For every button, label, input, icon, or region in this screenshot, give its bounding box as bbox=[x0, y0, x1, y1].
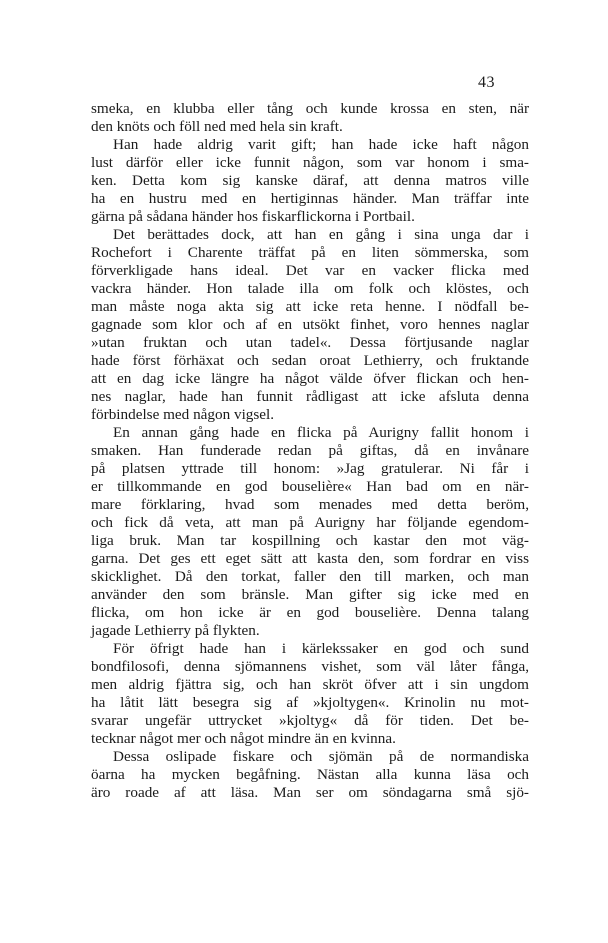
text-line: öarna ha mycken begåfning. Nästan alla kunna läsa och bbox=[91, 766, 529, 783]
text-line: gagnade som klor och af en utsökt finhet, voro hennes naglar bbox=[91, 316, 529, 333]
text-line: skicklighet. Då den torkat, faller den till marken, och man bbox=[91, 568, 529, 585]
text-line: Det berättades dock, att han en gång i sina unga dar i bbox=[113, 226, 529, 243]
text-line: Rochefort i Charente träffat på en liten sömmerska, som bbox=[91, 244, 529, 261]
text-line: svarar ungefär uttrycket »kjoltyg« då för tiden. Det be- bbox=[91, 712, 529, 729]
text-line: hade först förhäxat och sedan oroat Lethierry, och fruktande bbox=[91, 352, 529, 369]
text-line: att en dag icke längre ha något välde öfver flickan och hen- bbox=[91, 370, 529, 387]
text-line: äro roade af att läsa. Man ser om söndagarna små sjö- bbox=[91, 784, 529, 801]
text-line: vackra händer. Hon talade illa om folk och klöstes, och bbox=[91, 280, 529, 297]
text-line: jagade Lethierry på flykten. bbox=[91, 622, 260, 639]
page-number: 43 bbox=[478, 74, 495, 91]
text-line: ha låtit lätt besegra sig af »kjoltygen«. Krinolin nu mot- bbox=[91, 694, 529, 711]
text-line: För öfrigt hade han i kärlekssaker en god och sund bbox=[113, 640, 529, 657]
text-line: lust därför eller icke funnit någon, som var honom i sma- bbox=[91, 154, 529, 171]
text-line: ha en hustru med en hertiginnas händer. Man träffar inte bbox=[91, 190, 529, 207]
text-line: garna. Det ges ett eget sätt att kasta den, som fordrar en viss bbox=[91, 550, 529, 567]
body-text bbox=[91, 100, 529, 802]
text-line: ken. Detta kom sig kanske däraf, att denna matros ville bbox=[91, 172, 529, 189]
text-line: smaken. Han funderade redan på giftas, då en invånare bbox=[91, 442, 529, 459]
text-line: liga bruk. Man tar kospillning och kastar den mot väg- bbox=[91, 532, 529, 549]
text-line: Dessa oslipade fiskare och sjömän på de normandiska bbox=[113, 748, 529, 765]
text-line: »utan fruktan och utan tadel«. Dessa förtjusande naglar bbox=[91, 334, 529, 351]
text-line: Han hade aldrig varit gift; han hade icke haft någon bbox=[113, 136, 529, 153]
text-line: men aldrig fjättra sig, och han skröt öfver att i sin ungdom bbox=[91, 676, 529, 693]
text-line: och fick då veta, att man på Aurigny har följande egendom- bbox=[91, 514, 529, 531]
text-line: mare förklaring, hvad som menades med detta beröm, bbox=[91, 496, 529, 513]
text-line: er tillkommande en god bouselière« Han bad om en när- bbox=[91, 478, 529, 495]
text-line: smeka, en klubba eller tång och kunde krossa en sten, när bbox=[91, 100, 529, 117]
text-line: gärna på sådana händer hos fiskarflickorna i Portbail. bbox=[91, 208, 415, 225]
text-line: flicka, om hon icke är en god bouselière. Denna talang bbox=[91, 604, 529, 621]
text-line: använder den som bränsle. Man gifter sig icke med en bbox=[91, 586, 529, 603]
text-line: tecknar något mer och något mindre än en kvinna. bbox=[91, 730, 396, 747]
text-line: En annan gång hade en flicka på Aurigny fallit honom i bbox=[113, 424, 529, 441]
text-line: förverkligade hans ideal. Det var en vacker flicka med bbox=[91, 262, 529, 279]
text-line: man måste noga akta sig att icke reta henne. I nödfall be- bbox=[91, 298, 529, 315]
text-line: bondfilosofi, denna sjömannens vishet, som väl låter fånga, bbox=[91, 658, 529, 675]
text-line: på platsen yttrade till honom: »Jag gratulerar. Ni får i bbox=[91, 460, 529, 477]
text-line: den knöts och föll ned med hela sin kraft. bbox=[91, 118, 343, 135]
text-line: förbindelse med någon vigsel. bbox=[91, 406, 275, 423]
text-line: nes naglar, hade han funnit rådligast att icke afsluta denna bbox=[91, 388, 529, 405]
